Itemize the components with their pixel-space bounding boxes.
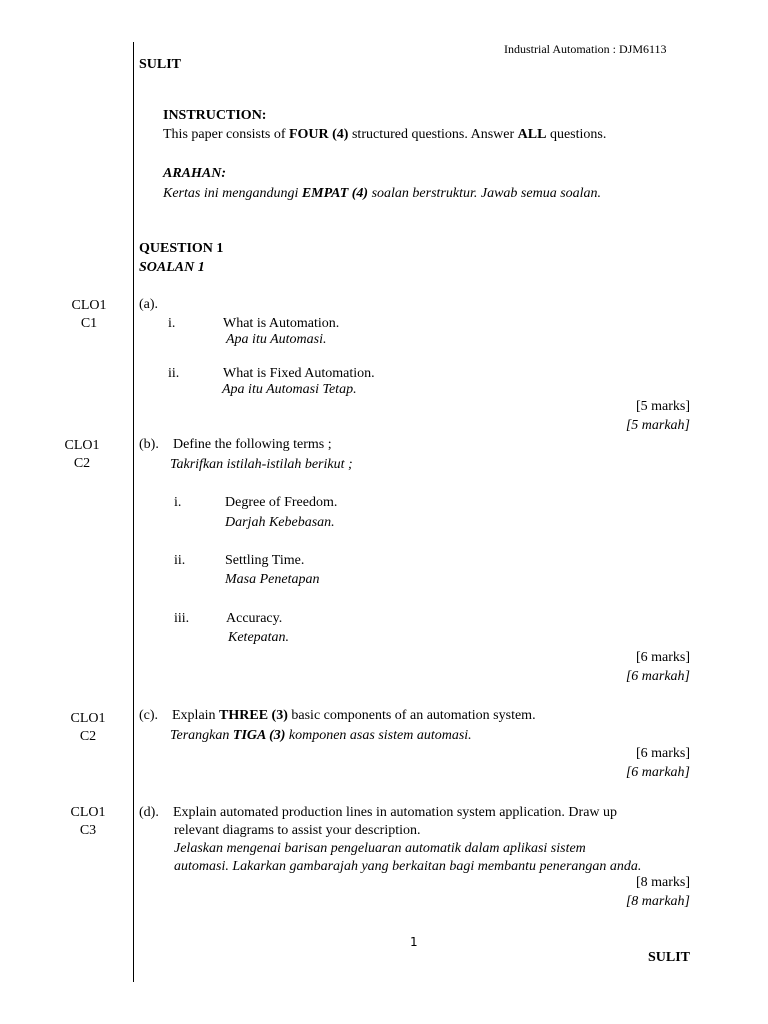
part-d-text-my-line2: automasi. Lakarkan gambarajah yang berkaitan bagi membantu penerangan anda.: [174, 859, 642, 874]
part-b-item-en: Degree of Freedom.: [225, 495, 338, 510]
part-a-clo: [59, 297, 119, 332]
arahan-heading: ARAHAN:: [163, 166, 227, 181]
cognitive-level: C2: [79, 728, 97, 744]
instruction-heading: INSTRUCTION:: [163, 108, 267, 123]
part-b-clo: [52, 437, 112, 472]
margin-line: [133, 42, 134, 982]
part-d-label: (d).: [139, 805, 159, 820]
cognitive-level: C2: [73, 455, 91, 471]
part-a-item-en: What is Fixed Automation.: [223, 366, 375, 381]
question-title: QUESTION 1: [139, 241, 224, 256]
part-b-item-my: Masa Penetapan: [225, 572, 320, 587]
clo-label: CLO1: [70, 711, 106, 726]
course-header: Industrial Automation : DJM6113: [504, 42, 667, 56]
part-d-markah: [8 markah]: [625, 894, 690, 909]
cognitive-level: C3: [79, 822, 97, 838]
part-b-item-my: Ketepatan.: [228, 630, 290, 645]
part-b-label: (b).: [139, 437, 159, 452]
clo-label: CLO1: [71, 298, 107, 313]
part-a-marks: [5 marks]: [635, 399, 690, 414]
clo-label: CLO1: [70, 805, 106, 820]
part-d-marks: [8 marks]: [635, 875, 690, 890]
part-c-markah: [6 markah]: [625, 765, 690, 780]
part-b-item-num: iii.: [174, 611, 190, 626]
part-b-markah: [6 markah]: [625, 669, 690, 684]
part-a-item-num: ii.: [168, 366, 180, 381]
part-a-label: (a).: [139, 297, 159, 312]
part-b-text-my: Takrifkan istilah-istilah berikut ;: [170, 457, 353, 472]
part-c-text-my: Terangkan TIGA (3) komponen asas sistem automasi.: [170, 728, 472, 743]
part-b-marks: [6 marks]: [635, 650, 690, 665]
part-a-item-my: Apa itu Automasi.: [226, 332, 327, 347]
part-b-item-num: i.: [174, 495, 182, 510]
sulit-top-label: SULIT: [139, 57, 182, 72]
part-c-text-en: Explain THREE (3) basic components of an automation system.: [172, 708, 536, 723]
part-d-text-en-line2: relevant diagrams to assist your description.: [174, 823, 421, 838]
part-a-markah: [5 markah]: [625, 418, 690, 433]
part-b-item-en: Accuracy.: [226, 611, 283, 626]
part-b-text-en: Define the following terms ;: [173, 437, 332, 452]
part-a-item-num: i.: [168, 316, 176, 331]
part-d-text-en-line1: Explain automated production lines in automation system application. Draw up: [173, 805, 618, 820]
part-a-item-en: What is Automation.: [223, 316, 340, 331]
arahan-text: Kertas ini mengandungi EMPAT (4) soalan berstruktur. Jawab semua soalan.: [163, 186, 602, 201]
sulit-bottom-label: SULIT: [647, 950, 690, 965]
part-d-text-my-line1: Jelaskan mengenai barisan pengeluaran automatik dalam aplikasi sistem: [174, 841, 586, 856]
part-c-label: (c).: [139, 708, 159, 723]
part-a-item-my: Apa itu Automasi Tetap.: [222, 382, 357, 397]
part-b-item-my: Darjah Kebebasan.: [225, 515, 335, 530]
part-c-marks: [6 marks]: [635, 746, 690, 761]
clo-label: CLO1: [64, 438, 100, 453]
part-c-clo: [58, 710, 118, 745]
part-b-item-en: Settling Time.: [225, 553, 305, 568]
cognitive-level: C1: [80, 315, 98, 331]
instruction-text: This paper consists of FOUR (4) structured questions. Answer ALL questions.: [163, 127, 607, 142]
part-d-clo: [58, 804, 118, 839]
question-title-my: SOALAN 1: [139, 260, 205, 275]
page-number: 1: [410, 935, 418, 949]
part-b-item-num: ii.: [174, 553, 186, 568]
